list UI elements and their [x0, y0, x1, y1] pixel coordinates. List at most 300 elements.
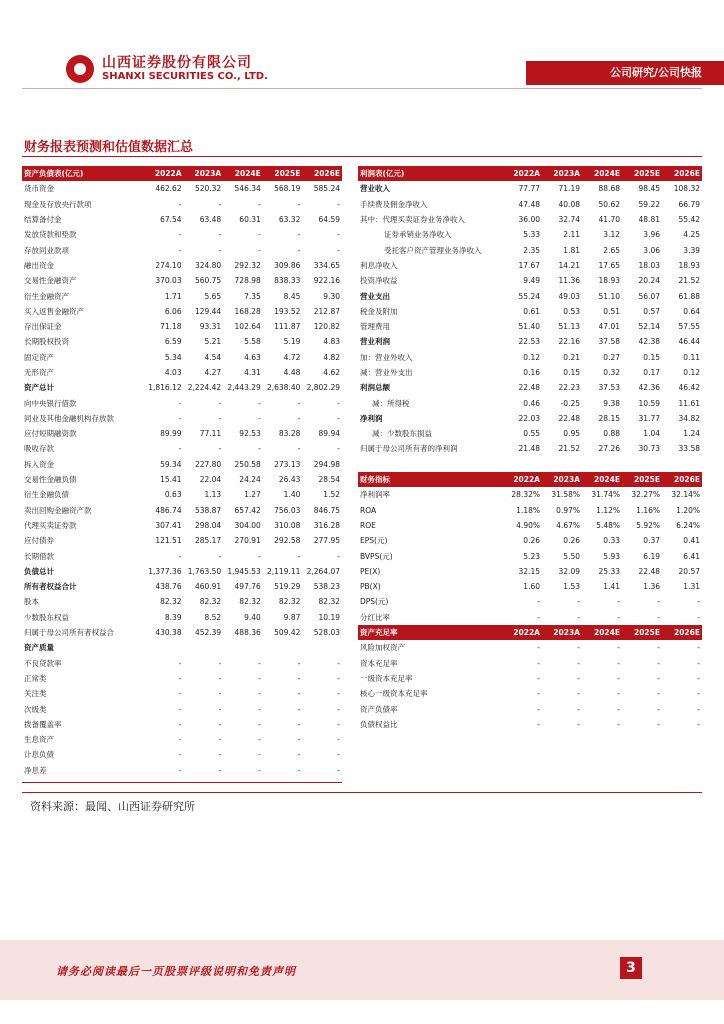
page-header [0, 0, 724, 100]
row-value: 98.45 [638, 184, 660, 194]
row-value: 2024E [582, 166, 622, 181]
row-value: 497.76 [234, 582, 261, 592]
row-value: 1.18% [516, 505, 540, 515]
row-value: - [337, 750, 340, 760]
row-value: 273.13 [274, 459, 301, 469]
row-value: 2025E [622, 166, 662, 181]
row-value: - [537, 719, 540, 729]
row-value: 102.64 [234, 322, 261, 332]
row-value: 22.48 [558, 413, 580, 423]
row-label: 资产质量 [24, 643, 54, 653]
row-value: 120.82 [313, 322, 340, 332]
row-value: - [617, 673, 620, 683]
row-value: 0.63 [164, 490, 182, 500]
table-row [22, 640, 342, 655]
row-value: 3.39 [683, 245, 700, 255]
row-label: 无形资产 [24, 368, 54, 377]
row-value: 657.42 [234, 505, 261, 515]
row-value: 307.41 [155, 520, 182, 530]
row-value: 2,119.11 [266, 566, 301, 576]
row-value: - [297, 245, 301, 255]
row-value [184, 640, 224, 655]
table-row [22, 273, 342, 288]
row-value: 756.03 [274, 505, 301, 515]
row-value: 0.21 [563, 352, 580, 362]
row-value: - [617, 689, 620, 699]
row-value: 370.03 [155, 276, 182, 286]
row-value: - [697, 643, 700, 653]
table-row [358, 518, 702, 533]
row-value: 7.35 [244, 291, 261, 301]
row-value: 63.32 [278, 215, 301, 225]
row-value: 31.74% [591, 490, 620, 500]
table-row [22, 227, 342, 242]
row-value: 22.48 [638, 566, 660, 576]
row-label: 衍生金融负债 [24, 490, 69, 500]
row-value: - [178, 444, 182, 454]
row-value: - [617, 612, 620, 622]
row-value: - [297, 704, 301, 714]
row-value: 40.08 [558, 199, 580, 209]
row-value: - [178, 704, 182, 714]
row-value: - [697, 673, 700, 683]
company-logo-icon [66, 55, 94, 83]
row-value: - [218, 735, 222, 745]
row-value: 2022A [502, 472, 542, 487]
row-value: 0.46 [523, 398, 540, 408]
row-value: 2026E [662, 166, 702, 181]
row-label: 应付债券 [24, 536, 54, 546]
row-value: - [577, 689, 580, 699]
row-value: - [337, 245, 340, 255]
row-label: PE(X) [360, 566, 381, 576]
row-value: - [218, 444, 222, 454]
table-header-row [358, 472, 702, 487]
row-value: - [577, 673, 580, 683]
row-value: - [178, 398, 182, 408]
page-footer [0, 940, 724, 1000]
row-label: 风险加权资产 [360, 643, 405, 653]
table-row [358, 273, 702, 288]
table-row [358, 503, 702, 518]
row-value: - [258, 735, 261, 745]
table-row [358, 487, 702, 502]
row-value: 93.31 [199, 322, 222, 332]
row-value: 28.54 [318, 475, 340, 485]
row-value: 193.52 [274, 306, 301, 316]
row-value: 0.17 [643, 368, 660, 377]
row-value: - [617, 719, 620, 729]
row-value: 4.63 [244, 352, 261, 362]
row-value: 37.53 [598, 383, 620, 393]
row-label: 应付短期融资款 [24, 429, 77, 439]
row-value: 0.27 [603, 352, 620, 362]
row-value: - [258, 199, 261, 209]
row-value: - [297, 230, 301, 240]
row-value: 0.51 [603, 306, 620, 316]
row-value: - [218, 551, 222, 561]
row-value: 1.52 [323, 490, 340, 500]
row-value: - [178, 230, 182, 240]
row-value: 4.83 [323, 337, 340, 347]
row-value: 4.27 [204, 368, 222, 377]
row-value: 1.60 [523, 582, 540, 592]
row-value: - [218, 230, 222, 240]
table-row [358, 564, 702, 579]
row-label: 发放贷款和垫款 [24, 230, 77, 240]
balance-sheet-end-rule [22, 782, 342, 783]
row-label: 拨备覆盖率 [24, 719, 62, 729]
table-row [22, 472, 342, 487]
row-value [622, 457, 662, 472]
table-row [358, 350, 702, 365]
row-value: 2022A [502, 166, 542, 181]
row-value: - [537, 612, 540, 622]
row-label: 净息差 [24, 765, 47, 775]
row-value: 4.31 [244, 368, 261, 377]
table-row [22, 656, 342, 671]
row-label: 固定资产 [24, 352, 54, 362]
row-value: 9.38 [603, 398, 620, 408]
row-value: - [178, 719, 182, 729]
header-divider [22, 88, 702, 89]
row-value: - [258, 245, 261, 255]
row-value: 82.32 [239, 597, 261, 607]
row-value [542, 457, 582, 472]
row-value: 0.15 [563, 368, 580, 377]
row-value: 1.36 [643, 582, 660, 592]
row-value: 2026E [302, 166, 342, 181]
row-value: - [178, 750, 182, 760]
table-row [22, 548, 342, 563]
row-value: 546.34 [234, 184, 261, 194]
row-value: 46.44 [678, 337, 700, 347]
row-value: 1.12% [596, 505, 620, 515]
table-row [22, 411, 342, 426]
row-value: - [337, 398, 340, 408]
table-row [358, 242, 702, 257]
table-row [22, 197, 342, 212]
row-value: - [218, 689, 222, 699]
report-category-banner: 公司研究/公司快报 [526, 61, 724, 85]
row-label: 计息负债 [24, 750, 54, 760]
row-value: 18.93 [598, 276, 620, 286]
row-label: 货币资金 [24, 184, 54, 194]
row-label: 股本 [24, 597, 39, 607]
row-value: 71.18 [160, 322, 182, 332]
row-label: 税金及附加 [360, 306, 398, 316]
row-value: - [297, 398, 301, 408]
table-row [358, 640, 702, 655]
row-label: ROE [360, 520, 376, 530]
row-value: 15.41 [160, 475, 182, 485]
row-label: 长期借款 [24, 551, 54, 561]
row-label: 结算备付金 [24, 215, 62, 225]
row-value: - [337, 658, 340, 668]
row-value: - [657, 612, 660, 622]
row-value: 11.61 [678, 398, 700, 408]
balance-sheet-table [22, 166, 342, 778]
row-value: - [537, 643, 540, 653]
row-value: 0.15 [643, 352, 660, 362]
row-value: 14.21 [558, 260, 580, 270]
table-row [22, 732, 342, 747]
table-row [358, 212, 702, 227]
disclaimer-text: 请务必阅读最后一页股票评级说明和免责声明 [56, 965, 296, 978]
table-row [358, 701, 702, 716]
table-row [22, 288, 342, 303]
table-row [358, 548, 702, 563]
row-value: 560.75 [194, 276, 222, 286]
row-value: 922.16 [313, 276, 340, 286]
row-label: 减：少数股东损益 [372, 429, 432, 439]
row-value: 46.42 [678, 383, 700, 393]
row-value: 1.41 [603, 582, 620, 592]
row-value: 52.14 [638, 322, 660, 332]
row-value: 30.73 [638, 444, 660, 454]
row-value: 5.34 [164, 352, 182, 362]
row-value: 4.48 [283, 368, 301, 377]
table-row [358, 197, 702, 212]
row-label: 存出保证金 [24, 322, 62, 332]
row-value: - [577, 612, 580, 622]
row-value: - [697, 704, 700, 714]
row-label: PB(X) [360, 582, 381, 592]
row-value: - [297, 735, 301, 745]
row-value: 528.03 [313, 628, 340, 638]
row-value: 82.32 [199, 597, 222, 607]
row-value: 83.28 [278, 429, 301, 439]
row-value: 5.65 [204, 291, 222, 301]
company-name-cn: 山西证券股份有限公司 [102, 55, 252, 71]
row-label: 资产负债表(亿元) [22, 166, 144, 181]
row-value: 2,264.07 [306, 566, 340, 576]
table-row [22, 503, 342, 518]
row-value: 5.48% [596, 520, 620, 530]
row-value: 21.52 [558, 444, 580, 454]
row-value: 2025E [622, 472, 662, 487]
table-row [22, 671, 342, 686]
row-value: - [657, 673, 660, 683]
row-value: 0.37 [643, 536, 660, 546]
row-label: 卖出回购金融资产款 [24, 505, 92, 515]
table-row [358, 671, 702, 686]
row-value: 32.14% [671, 490, 700, 500]
row-value: - [337, 735, 340, 745]
row-value: 1.71 [164, 291, 182, 301]
row-value: 32.09 [558, 566, 580, 576]
table-row [358, 334, 702, 349]
row-value: - [258, 551, 261, 561]
row-value: 1.24 [683, 429, 700, 439]
row-value: 304.00 [234, 520, 261, 530]
row-value: - [297, 689, 301, 699]
row-label: 不良贷款率 [24, 658, 62, 668]
row-value: 64.59 [318, 215, 340, 225]
company-name-en: SHANXI SECURITIES CO., LTD. [102, 71, 268, 82]
row-value: 33.58 [678, 444, 700, 454]
row-label: 拆入资金 [24, 459, 54, 469]
row-value: 1.27 [244, 490, 261, 500]
row-value: - [297, 413, 301, 423]
table-row [22, 487, 342, 502]
row-label: EPS(元) [360, 536, 388, 546]
row-value: 1.53 [563, 582, 580, 592]
table-row [358, 288, 702, 303]
row-value: 6.41 [683, 551, 700, 561]
row-value: - [258, 765, 261, 775]
income-statement-table [358, 166, 702, 732]
row-value: 4.90% [516, 520, 540, 530]
table-row [22, 747, 342, 762]
table-row [22, 701, 342, 716]
row-label [358, 457, 502, 472]
row-value [302, 640, 342, 655]
row-value: 292.58 [274, 536, 301, 546]
row-value: - [697, 658, 700, 668]
row-label: 净利润 [360, 413, 383, 423]
row-value: - [178, 658, 182, 668]
row-value: 0.55 [523, 429, 540, 439]
row-value: 21.52 [678, 276, 700, 286]
row-value: - [537, 658, 540, 668]
table-row [358, 686, 702, 701]
row-value: - [657, 643, 660, 653]
row-value: - [258, 719, 261, 729]
row-value: 0.53 [563, 306, 580, 316]
row-value: - [657, 704, 660, 714]
row-value: - [337, 199, 340, 209]
row-value: - [617, 643, 620, 653]
row-value: 49.03 [558, 291, 580, 301]
row-value: 568.19 [274, 184, 301, 194]
table-row [358, 304, 702, 319]
row-value: 5.33 [523, 230, 540, 240]
row-value: 5.19 [283, 337, 301, 347]
row-value: - [297, 551, 301, 561]
table-row [22, 441, 342, 456]
table-row [22, 365, 342, 380]
row-value: 17.65 [598, 260, 620, 270]
source-note: 资料来源：最闻、山西证券研究所 [30, 800, 195, 813]
row-label: 交易性金融负债 [24, 475, 77, 485]
row-value: 82.32 [160, 597, 182, 607]
row-value: - [617, 658, 620, 668]
row-value: - [297, 658, 301, 668]
row-value: 51.13 [558, 322, 580, 332]
row-value: 82.32 [278, 597, 301, 607]
row-value: 2023A [542, 166, 582, 181]
row-value: 1.16% [636, 505, 660, 515]
row-label: 分红比率 [360, 612, 390, 622]
row-value: 0.12 [683, 368, 700, 377]
row-value: - [337, 413, 340, 423]
row-label: 资产总计 [24, 383, 54, 393]
table-row [358, 533, 702, 548]
row-label: 一级资本充足率 [360, 673, 413, 683]
table-row [358, 594, 702, 609]
table-row [22, 426, 342, 441]
row-value: 51.40 [518, 322, 540, 332]
row-value: 5.21 [204, 337, 222, 347]
row-value: - [537, 673, 540, 683]
row-value: - [218, 245, 222, 255]
table-row [358, 656, 702, 671]
row-label: 归属于母公司所有者的净利润 [360, 444, 458, 454]
row-value: 538.87 [194, 505, 222, 515]
row-value: 0.88 [603, 429, 620, 439]
row-value: - [178, 689, 182, 699]
row-value: - [178, 413, 182, 423]
row-value: 66.79 [678, 199, 700, 209]
row-label: 投资净收益 [360, 276, 398, 286]
row-value [263, 640, 303, 655]
row-value: 4.82 [323, 352, 340, 362]
row-value: - [218, 199, 222, 209]
row-value: 0.61 [523, 306, 540, 316]
table-row [22, 717, 342, 732]
row-value: - [697, 612, 700, 622]
row-value: 6.06 [164, 306, 182, 316]
row-value: 846.75 [313, 505, 340, 515]
row-value: 2023A [542, 472, 582, 487]
row-value: 3.06 [643, 245, 660, 255]
row-value: 31.58% [551, 490, 580, 500]
row-value: 9.30 [323, 291, 340, 301]
row-value: - [577, 597, 580, 607]
row-value: 36.00 [518, 215, 540, 225]
row-value: - [617, 704, 620, 714]
row-value: - [577, 658, 580, 668]
row-value: 2022A [144, 166, 184, 181]
table-row [358, 457, 702, 472]
row-value: 32.74 [558, 215, 580, 225]
table-row [358, 258, 702, 273]
row-value: 92.53 [239, 429, 261, 439]
row-value: 8.52 [204, 612, 222, 622]
row-value: 1,945.53 [227, 566, 261, 576]
row-value: 538.23 [313, 582, 340, 592]
row-label: 营业支出 [360, 291, 390, 301]
row-value: 2024E [582, 472, 622, 487]
row-value: 0.32 [603, 368, 620, 377]
row-label: 生息资产 [24, 735, 54, 745]
row-value: 4.03 [164, 368, 182, 377]
row-value: - [657, 719, 660, 729]
row-value: 25.33 [598, 566, 620, 576]
row-value: 2024E [223, 166, 263, 181]
row-label: BVPS(元) [360, 551, 393, 561]
table-row [22, 518, 342, 533]
row-value: 227.80 [194, 459, 222, 469]
row-label: 所有者权益合计 [24, 582, 77, 592]
row-value: 5.92% [636, 520, 660, 530]
row-value: 298.04 [194, 520, 222, 530]
row-value: 22.53 [518, 337, 540, 347]
row-value: 22.04 [199, 475, 222, 485]
table-row [22, 380, 342, 395]
row-value: 334.65 [313, 260, 340, 270]
row-value: 0.64 [683, 306, 700, 316]
row-value: - [537, 704, 540, 714]
row-value: 2,802.29 [306, 383, 340, 393]
row-value [662, 457, 702, 472]
row-label: 买入返售金融资产 [24, 306, 84, 316]
row-value: 838.33 [274, 276, 301, 286]
row-value: - [657, 689, 660, 699]
row-value: 294.98 [313, 459, 340, 469]
row-value: 89.99 [160, 429, 182, 439]
